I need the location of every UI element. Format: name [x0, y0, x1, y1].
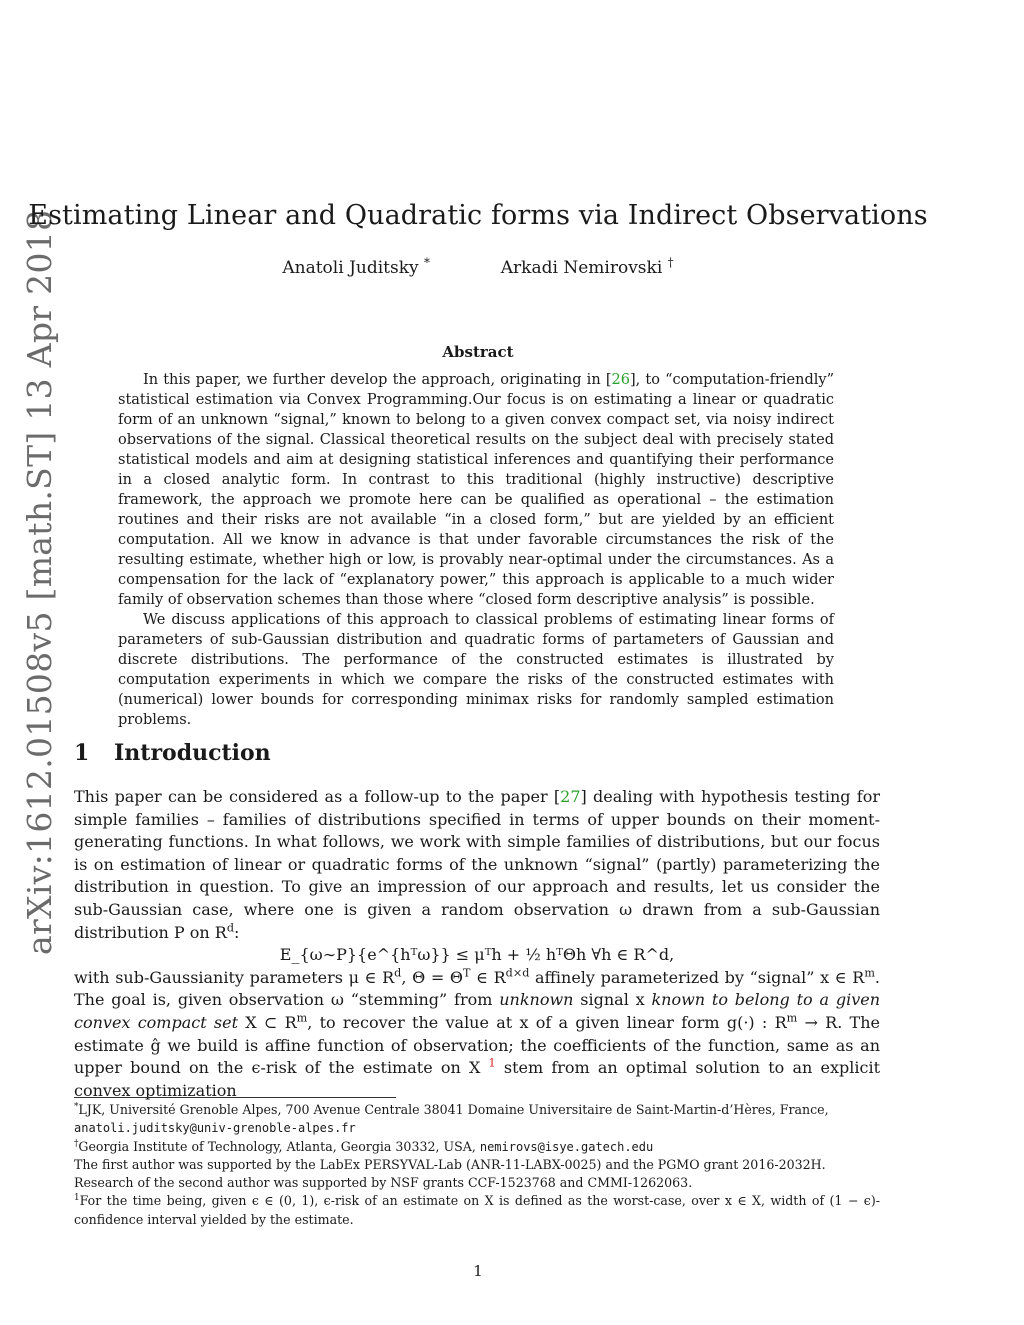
email-link-2[interactable]: nemirovs@isye.gatech.edu: [479, 1139, 654, 1154]
footnote-1: $^1$For the time being, given ϵ ∈ (0, 1), ϵ-risk of an estimate on X is defined as the worst-case, over x ∈ X, width of (1 − ϵ)-confidence interval yielded by the estimate.: [74, 1193, 880, 1227]
section-heading: [74, 740, 271, 766]
page-number: 1: [473, 1262, 483, 1280]
citation-link-27[interactable]: 27: [560, 787, 581, 806]
author-1-mark: *: [424, 255, 430, 270]
footnotes: [74, 1101, 880, 1229]
intro-paragraph-1: This paper can be considered as a follow-up to the paper [27] dealing with hypothesis testing for simple families – families of distributions specified in terms of upper bounds on their moment-generating functions. In what follows, we work with simple families of distributions, but our focus is on estimation of linear or quadratic forms of the unknown “signal” (partly) parameterizing the distribution in question. To give an impression of our approach and results, let us consider the sub-Gaussian case, where one is given a random observation ω drawn from a sub-Gaussian distribution P on $R^d$:: [74, 787, 880, 942]
abstract-paragraph-2: We discuss applications of this approach to classical problems of estimating linear forms of parameters of sub-Gaussian distribution and quadratic forms of partameters of Gaussian and discrete distributions. The performance of the constructed estimates is illustrated by computation experiments in which we compare the risks of the constructed estimates with (numerical) lower bounds for corresponding minimax risks for randomly sampled estimation problems.: [118, 612, 834, 728]
author-list: [0, 255, 956, 278]
intro-paragraph-2: with sub-Gaussianity parameters μ ∈ $R^d$, $\Theta = \Theta^T$ ∈ $R^{d\times d}$ affinely parameterized by “signal” x ∈ $R^m$. The goal is, given observation ω “stemming” from unknown signal x known to belong to a given convex compact set X ⊂ $R^m$, to recover the value at x of a given linear form g(·) : $R^m \to R$. The estimate ĝ we build is affine function of observation; the coefficients of the function, same as an upper bound on the ϵ-risk of the estimate on X $^1$ stem from an optimal solution to an explicit convex optimization: [74, 966, 881, 1100]
display-equation: E_{ω∼P}{e^{hᵀω}} ≤ μᵀh + ½ hᵀΘh ∀h ∈ R^d,: [279, 945, 675, 965]
author-2-mark: †: [667, 255, 674, 270]
paper-title: Estimating Linear and Quadratic forms via Indirect Observations: [28, 200, 928, 231]
abstract-heading: Abstract: [442, 343, 514, 361]
author-1-name: Anatoli Juditsky: [282, 258, 419, 278]
abstract-body: [118, 370, 834, 730]
introduction-body: [74, 786, 880, 1102]
section-title: Introduction: [114, 740, 271, 766]
author-2: [500, 255, 674, 278]
footnote-affiliation-1: *LJK, Université Grenoble Alpes, 700 Avenue Centrale 38041 Domaine Universitaire de Saint-Martin-d’Hères, France, anatoli.juditsky@univ-grenoble-alpes.fr: [74, 1101, 829, 1136]
footnote-funding-2: Research of the second author was supported by NSF grants CCF-1523768 and CMMI-1262063.: [74, 1175, 693, 1191]
footnote-ref-1[interactable]: 1: [488, 1056, 496, 1070]
footnote-divider: [74, 1097, 396, 1098]
footnote-affiliation-2: †Georgia Institute of Technology, Atlanta, Georgia 30332, USA, nemirovs@isye.gatech.edu: [74, 1138, 654, 1154]
citation-link-26[interactable]: 26: [611, 372, 630, 388]
author-1: [282, 255, 430, 278]
email-link-1[interactable]: anatoli.juditsky@univ-grenoble-alpes.fr: [74, 1121, 356, 1136]
author-2-name: Arkadi Nemirovski: [500, 258, 663, 278]
arxiv-identifier: arXiv:1612.01508v5 [math.ST] 13 Apr 2018: [20, 209, 59, 955]
footnote-funding-1: The first author was supported by the LabEx PERSYVAL-Lab (ANR-11-LABX-0025) and the PGMO grant 2016-2032H.: [74, 1156, 826, 1172]
section-number: 1: [74, 740, 90, 766]
abstract-paragraph-1: In this paper, we further develop the approach, originating in [26], to “computation-friendly” statistical estimation via Convex Programming.Our focus is on estimating a linear or quadratic form of an unknown “signal,” known to belong to a given convex compact set, via noisy indirect observations of the signal. Classical theoretical results on the subject deal with precisely stated statistical models and aim at designing statistical inferences and quantifying their performance in a closed analytic form. In contrast to this traditional (highly instructive) descriptive framework, the approach we promote here can be qualified as operational – the estimation routines and their risks are not available “in a closed form,” but are yielded by an efficient computation. All we know in advance is that under favorable circumstances the risk of the resulting estimate, whether high or low, is provably near-optimal under the circumstances. As a compensation for the lack of “explanatory power,” this approach is applicable to a much wider family of observation schemes than those where “closed form descriptive analysis” is possible.: [118, 372, 834, 608]
